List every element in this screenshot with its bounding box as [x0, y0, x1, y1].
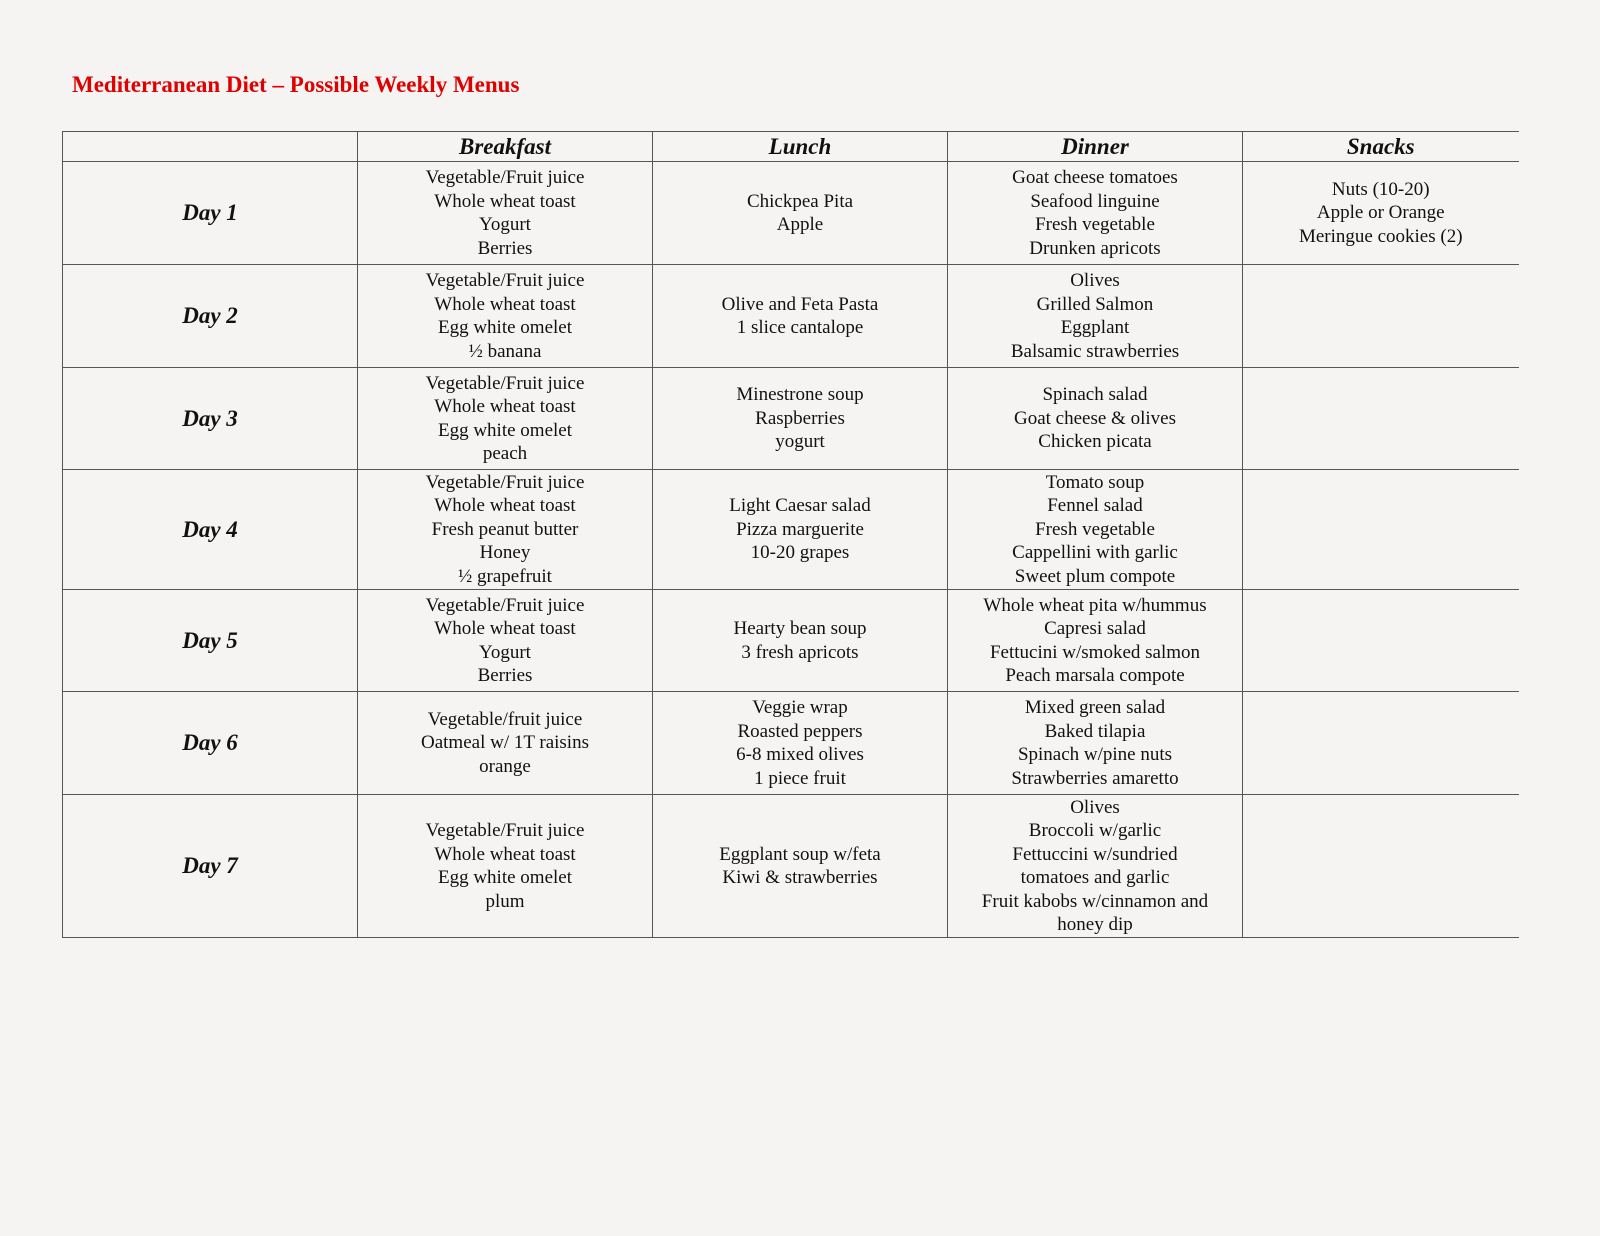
menu-item: Chickpea Pita	[746, 190, 854, 212]
menu-item: Nuts (10-20)	[1331, 178, 1430, 200]
menu-item: Pizza marguerite	[736, 518, 864, 540]
dinner-cell	[948, 590, 1243, 692]
table-row	[63, 368, 1519, 470]
snacks-cell	[1243, 265, 1519, 368]
dinner-cell	[948, 265, 1243, 368]
menu-item: Goat cheese tomatoes	[1012, 167, 1178, 188]
menu-item: Vegetable/Fruit juice	[425, 167, 585, 188]
page-title: Mediterranean Diet – Possible Weekly Menus	[72, 72, 520, 97]
menu-item: plum	[485, 890, 525, 912]
menu-item: Whole wheat toast	[434, 618, 576, 639]
breakfast-cell	[358, 795, 653, 938]
breakfast-cell	[358, 265, 653, 368]
menu-item: Strawberries amaretto	[1011, 767, 1179, 789]
header-lunch: Lunch	[653, 132, 948, 162]
table-row	[63, 692, 1519, 795]
day-label: Day 7	[63, 795, 358, 938]
menu-item: Goat cheese & olives	[1014, 407, 1176, 429]
snacks-cell	[1243, 692, 1519, 795]
menu-item: Egg white omelet	[437, 419, 573, 441]
menu-item: Berries	[477, 237, 533, 259]
menu-item: Whole wheat toast	[434, 843, 576, 865]
menu-item: Meringue cookies (2)	[1298, 225, 1463, 247]
menu-item: Seafood linguine	[1030, 190, 1160, 212]
menu-item: Yogurt	[479, 641, 531, 663]
menu-item: Sweet plum compote	[1014, 565, 1176, 587]
menu-item: 3 fresh apricots	[741, 641, 859, 663]
weekly-menu-table	[62, 131, 1519, 938]
menu-item: Vegetable/Fruit juice	[425, 270, 585, 291]
snacks-cell	[1243, 162, 1519, 265]
lunch-cell	[653, 368, 948, 470]
menu-item: Capresi salad	[1044, 618, 1146, 639]
lunch-cell	[653, 470, 948, 590]
menu-item: Fresh vegetable	[1035, 518, 1155, 540]
table-row	[63, 265, 1519, 368]
table-row	[63, 470, 1519, 590]
header-row	[63, 132, 1519, 162]
menu-item: Fresh vegetable	[1035, 214, 1155, 235]
day-label: Day 3	[63, 368, 358, 470]
breakfast-cell	[358, 590, 653, 692]
menu-item: 10-20 grapes	[750, 542, 850, 564]
day-label: Day 4	[63, 470, 358, 590]
table-row	[63, 162, 1519, 265]
dinner-cell	[948, 795, 1243, 938]
menu-item: Chicken picata	[1038, 431, 1152, 453]
menu-item: Veggie wrap	[752, 697, 848, 718]
dinner-cell	[948, 368, 1243, 470]
menu-item: Vegetable/Fruit juice	[425, 594, 585, 616]
day-label: Day 6	[63, 692, 358, 795]
lunch-cell	[653, 795, 948, 938]
menu-item: Grilled Salmon	[1036, 293, 1154, 315]
day-label: Day 5	[63, 590, 358, 692]
menu-item: Fresh peanut butter	[431, 518, 579, 540]
lunch-cell	[653, 692, 948, 795]
breakfast-cell	[358, 368, 653, 470]
dinner-cell	[948, 162, 1243, 265]
menu-item: Fettucini w/smoked salmon	[989, 641, 1201, 663]
menu-item: Apple or Orange	[1316, 202, 1445, 224]
menu-item: Oatmeal w/ 1T raisins	[421, 732, 589, 754]
menu-item: Peach marsala compote	[1005, 665, 1185, 686]
menu-item: Whole wheat toast	[434, 396, 576, 417]
menu-item: Mixed green salad	[1024, 697, 1166, 718]
menu-item: Olive and Feta Pasta	[721, 293, 879, 315]
menu-item: Honey	[479, 542, 531, 564]
menu-item: Spinach salad	[1042, 384, 1148, 406]
menu-item: Yogurt	[479, 214, 531, 235]
menu-item: Whole wheat pita w/hummus	[983, 594, 1207, 616]
menu-item: Olives	[1070, 270, 1120, 291]
table-row	[63, 590, 1519, 692]
menu-item: Fruit kabobs w/cinnamon and	[981, 890, 1209, 912]
menu-item: Egg white omelet	[437, 317, 573, 338]
menu-item: Fennel salad	[1047, 495, 1143, 517]
snacks-cell	[1243, 795, 1519, 938]
dinner-cell	[948, 692, 1243, 795]
lunch-cell	[653, 265, 948, 368]
menu-item: yogurt	[775, 431, 825, 453]
header-snacks: Snacks	[1243, 132, 1519, 162]
menu-item: Minestrone soup	[736, 384, 864, 406]
menu-item: Vegetable/Fruit juice	[425, 820, 585, 841]
menu-item: ½ banana	[468, 340, 542, 362]
lunch-cell	[653, 590, 948, 692]
snacks-cell	[1243, 368, 1519, 470]
menu-item: tomatoes and garlic	[1020, 867, 1170, 888]
menu-item: Drunken apricots	[1029, 237, 1161, 259]
lunch-cell	[653, 162, 948, 265]
menu-item: Olives	[1070, 796, 1120, 818]
menu-item: Raspberries	[755, 407, 845, 429]
menu-item: Tomato soup	[1045, 471, 1145, 493]
menu-item: Whole wheat toast	[434, 190, 576, 212]
menu-item: orange	[479, 755, 531, 777]
menu-item: Spinach w/pine nuts	[1017, 744, 1173, 765]
table-row	[63, 795, 1519, 938]
menu-item: Cappellini with garlic	[1012, 542, 1178, 564]
header-breakfast: Breakfast	[358, 132, 653, 162]
header-dinner: Dinner	[948, 132, 1243, 162]
menu-item: Vegetable/fruit juice	[427, 708, 583, 730]
snacks-cell	[1243, 470, 1519, 590]
header-corner-cell	[63, 132, 358, 162]
menu-item: Fettuccini w/sundried	[1012, 843, 1178, 865]
breakfast-cell	[358, 470, 653, 590]
menu-item: Kiwi & strawberries	[722, 867, 878, 888]
menu-item: peach	[482, 443, 528, 464]
menu-item: ½ grapefruit	[458, 565, 552, 587]
menu-item: Vegetable/Fruit juice	[425, 372, 585, 394]
menu-item: Eggplant soup w/feta	[719, 843, 881, 865]
menu-item: 6-8 mixed olives	[736, 744, 864, 765]
menu-item: Eggplant	[1060, 317, 1130, 338]
dinner-cell	[948, 470, 1243, 590]
menu-item: Broccoli w/garlic	[1028, 820, 1162, 841]
breakfast-cell	[358, 692, 653, 795]
menu-item: Vegetable/Fruit juice	[425, 471, 585, 493]
menu-item: Egg white omelet	[437, 867, 573, 888]
menu-item: 1 piece fruit	[754, 767, 846, 789]
day-label: Day 1	[63, 162, 358, 265]
menu-item: Berries	[477, 665, 533, 686]
day-label: Day 2	[63, 265, 358, 368]
menu-item: Whole wheat toast	[434, 495, 576, 517]
menu-item: Balsamic strawberries	[1010, 340, 1180, 362]
menu-item: Whole wheat toast	[434, 293, 576, 315]
menu-item: 1 slice cantalope	[736, 317, 864, 338]
breakfast-cell	[358, 162, 653, 265]
menu-item: Roasted peppers	[737, 720, 863, 742]
menu-item: Light Caesar salad	[729, 495, 871, 517]
snacks-cell	[1243, 590, 1519, 692]
menu-item: honey dip	[1057, 914, 1133, 935]
menu-item: Apple	[776, 214, 824, 235]
menu-item: Hearty bean soup	[733, 618, 867, 639]
menu-item: Baked tilapia	[1044, 720, 1146, 742]
